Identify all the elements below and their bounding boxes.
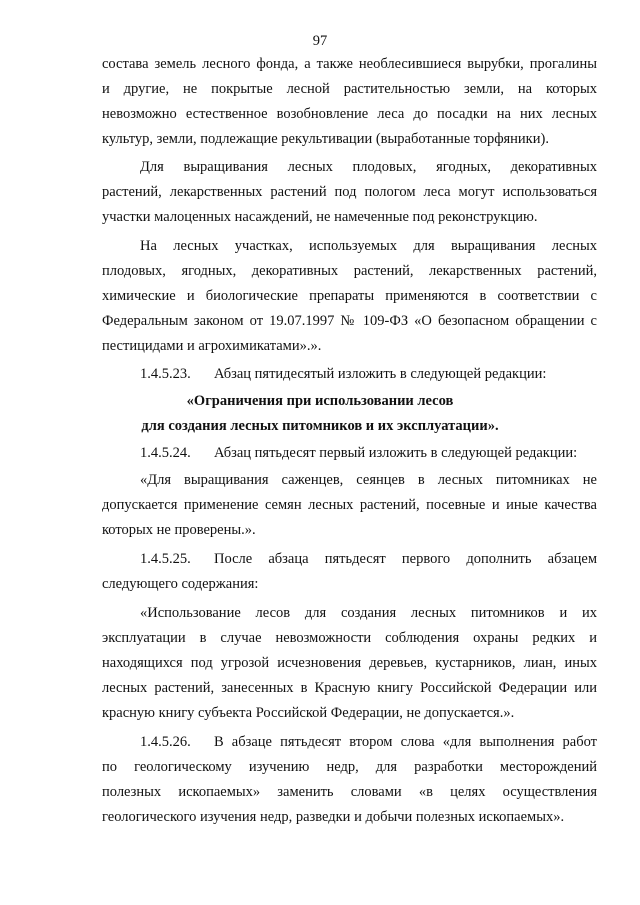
- clause-number: 1.4.5.25.: [140, 551, 191, 567]
- text-line: и другие, не покрытые лесной растительностью земли, на которых: [102, 81, 597, 97]
- text-line: допускается применение семян лесных растений, посевные и иные качества: [102, 497, 597, 513]
- text-line: геологического изучения недр, разведки и добычи полезных ископаемых».: [102, 809, 565, 825]
- text-line: полезных ископаемых» заменить словами «в целях осуществления: [102, 784, 597, 800]
- clause-number: 1.4.5.24.: [140, 445, 191, 461]
- text-line: «Для выращивания саженцев, сеянцев в лесных питомниках не: [140, 472, 597, 488]
- text-line: плодовых, ягодных, декоративных растений, лекарственных растений,: [102, 263, 597, 279]
- text-line: красную книгу субъекта Российской Федерации, не допускается.».: [102, 705, 515, 721]
- text-line: растений, лекарственных растений под пологом леса могут использоваться: [102, 184, 597, 200]
- text-line: лесных растений, занесенных в Красную книгу Российской Федерации или: [102, 680, 597, 696]
- text-line: культур, земли, подлежащие рекультивации (выработанные торфяники).: [102, 131, 549, 147]
- text-line: На лесных участках, используемых для выращивания лесных: [140, 238, 597, 254]
- clause-text: Абзац пятидесятый изложить в следующей редакции:: [214, 366, 547, 382]
- heading-line: для создания лесных питомников и их эксплуатации».: [141, 418, 499, 434]
- text-line: состава земель лесного фонда, а также необлесившиеся вырубки, прогалины: [102, 56, 597, 72]
- text-line: по геологическому изучению недр, для разработки месторождений: [102, 759, 597, 775]
- clause-text: В абзаце пятьдесят втором слова «для выполнения работ: [214, 734, 597, 750]
- text-line: участки малоценных насаждений, не намеченные под реконструкцию.: [102, 209, 538, 225]
- text-line: «Использование лесов для создания лесных питомников и их: [140, 605, 597, 621]
- text-line: Федеральным законом от 19.07.1997 № 109-ФЗ «О безопасном обращении с: [102, 313, 597, 329]
- text-line: пестицидами и агрохимикатами».».: [102, 338, 322, 354]
- clause-number: 1.4.5.23.: [140, 366, 191, 382]
- clause-text: Абзац пятьдесят первый изложить в следующей редакции:: [214, 445, 578, 461]
- page-number: 97: [312, 33, 328, 49]
- text-line: находящихся под угрозой исчезновения деревьев, кустарников, лиан, иных: [102, 655, 597, 671]
- text-line: Для выращивания лесных плодовых, ягодных, декоративных: [140, 159, 597, 175]
- text-line: следующего содержания:: [102, 576, 259, 592]
- heading-line: «Ограничения при использовании лесов: [186, 393, 454, 409]
- text-line: химические и биологические препараты применяются в соответствии с: [102, 288, 597, 304]
- clause-number: 1.4.5.26.: [140, 734, 191, 750]
- text-line: невозможно естественное возобновление леса до посадки на них лесных: [102, 106, 597, 122]
- text-line: эксплуатации в случае невозможности соблюдения охраны редких и: [102, 630, 597, 646]
- clause-text: После абзаца пятьдесят первого дополнить абзацем: [214, 551, 597, 567]
- text-line: которых не проверены.».: [102, 522, 256, 538]
